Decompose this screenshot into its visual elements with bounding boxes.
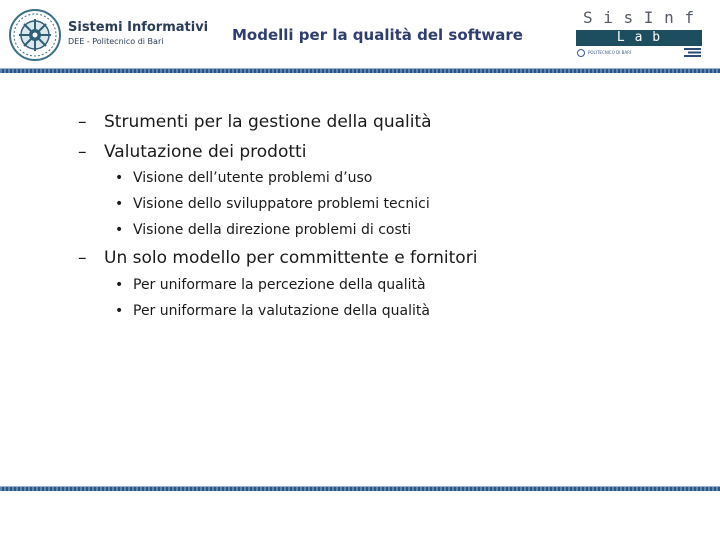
bullet-dot-marker: • [115, 170, 124, 186]
slide-header [0, 0, 720, 68]
header-divider [0, 68, 720, 73]
lab-logo-title: S i s I n f [583, 8, 695, 27]
bullet-item [78, 142, 307, 162]
sub-bullet-item [115, 276, 426, 294]
bullet-text: Strumenti per la gestione della qualità [104, 112, 432, 132]
sub-bullet-text: Per uniformare la valutazione della qualità [133, 303, 430, 319]
sub-bullet-text: Visione dello sviluppatore problemi tecnici [133, 196, 430, 212]
bullet-dot-marker: • [115, 303, 124, 319]
bullet-dot-marker: • [115, 277, 124, 293]
dash-marker: – [78, 112, 87, 132]
footer-divider [0, 486, 720, 491]
brand-title: Sistemi Informativi [68, 20, 209, 35]
sub-bullet-item [115, 169, 373, 187]
bullet-item [78, 248, 478, 268]
university-seal-icon [8, 6, 62, 64]
poli-logo-text: POLITECNICO DI BARI [588, 50, 632, 55]
sub-bullet-item [115, 195, 430, 213]
sub-bullet-text: Per uniformare la percezione della qualità [133, 277, 426, 293]
lab-logo-bar: L a b [576, 30, 702, 46]
sub-bullet-text: Visione della direzione problemi di costi [133, 222, 412, 238]
brand-subtitle: DEE - Politecnico di Bari [68, 37, 164, 46]
bullet-dot-marker: • [115, 196, 124, 212]
dash-marker: – [78, 248, 87, 268]
bullet-item [78, 112, 432, 132]
bullet-text: Un solo modello per committente e fornitori [104, 248, 478, 268]
dee-logo-icon [684, 48, 701, 57]
sub-bullet-item [115, 302, 430, 320]
sub-bullet-text: Visione dell’utente problemi d’uso [133, 170, 373, 186]
dash-marker: – [78, 142, 87, 162]
sub-bullet-item [115, 221, 412, 239]
bullet-dot-marker: • [115, 222, 124, 238]
slide-title: Modelli per la qualità del software [232, 26, 523, 44]
poli-seal-icon [577, 49, 585, 57]
bullet-text: Valutazione dei prodotti [104, 142, 307, 162]
